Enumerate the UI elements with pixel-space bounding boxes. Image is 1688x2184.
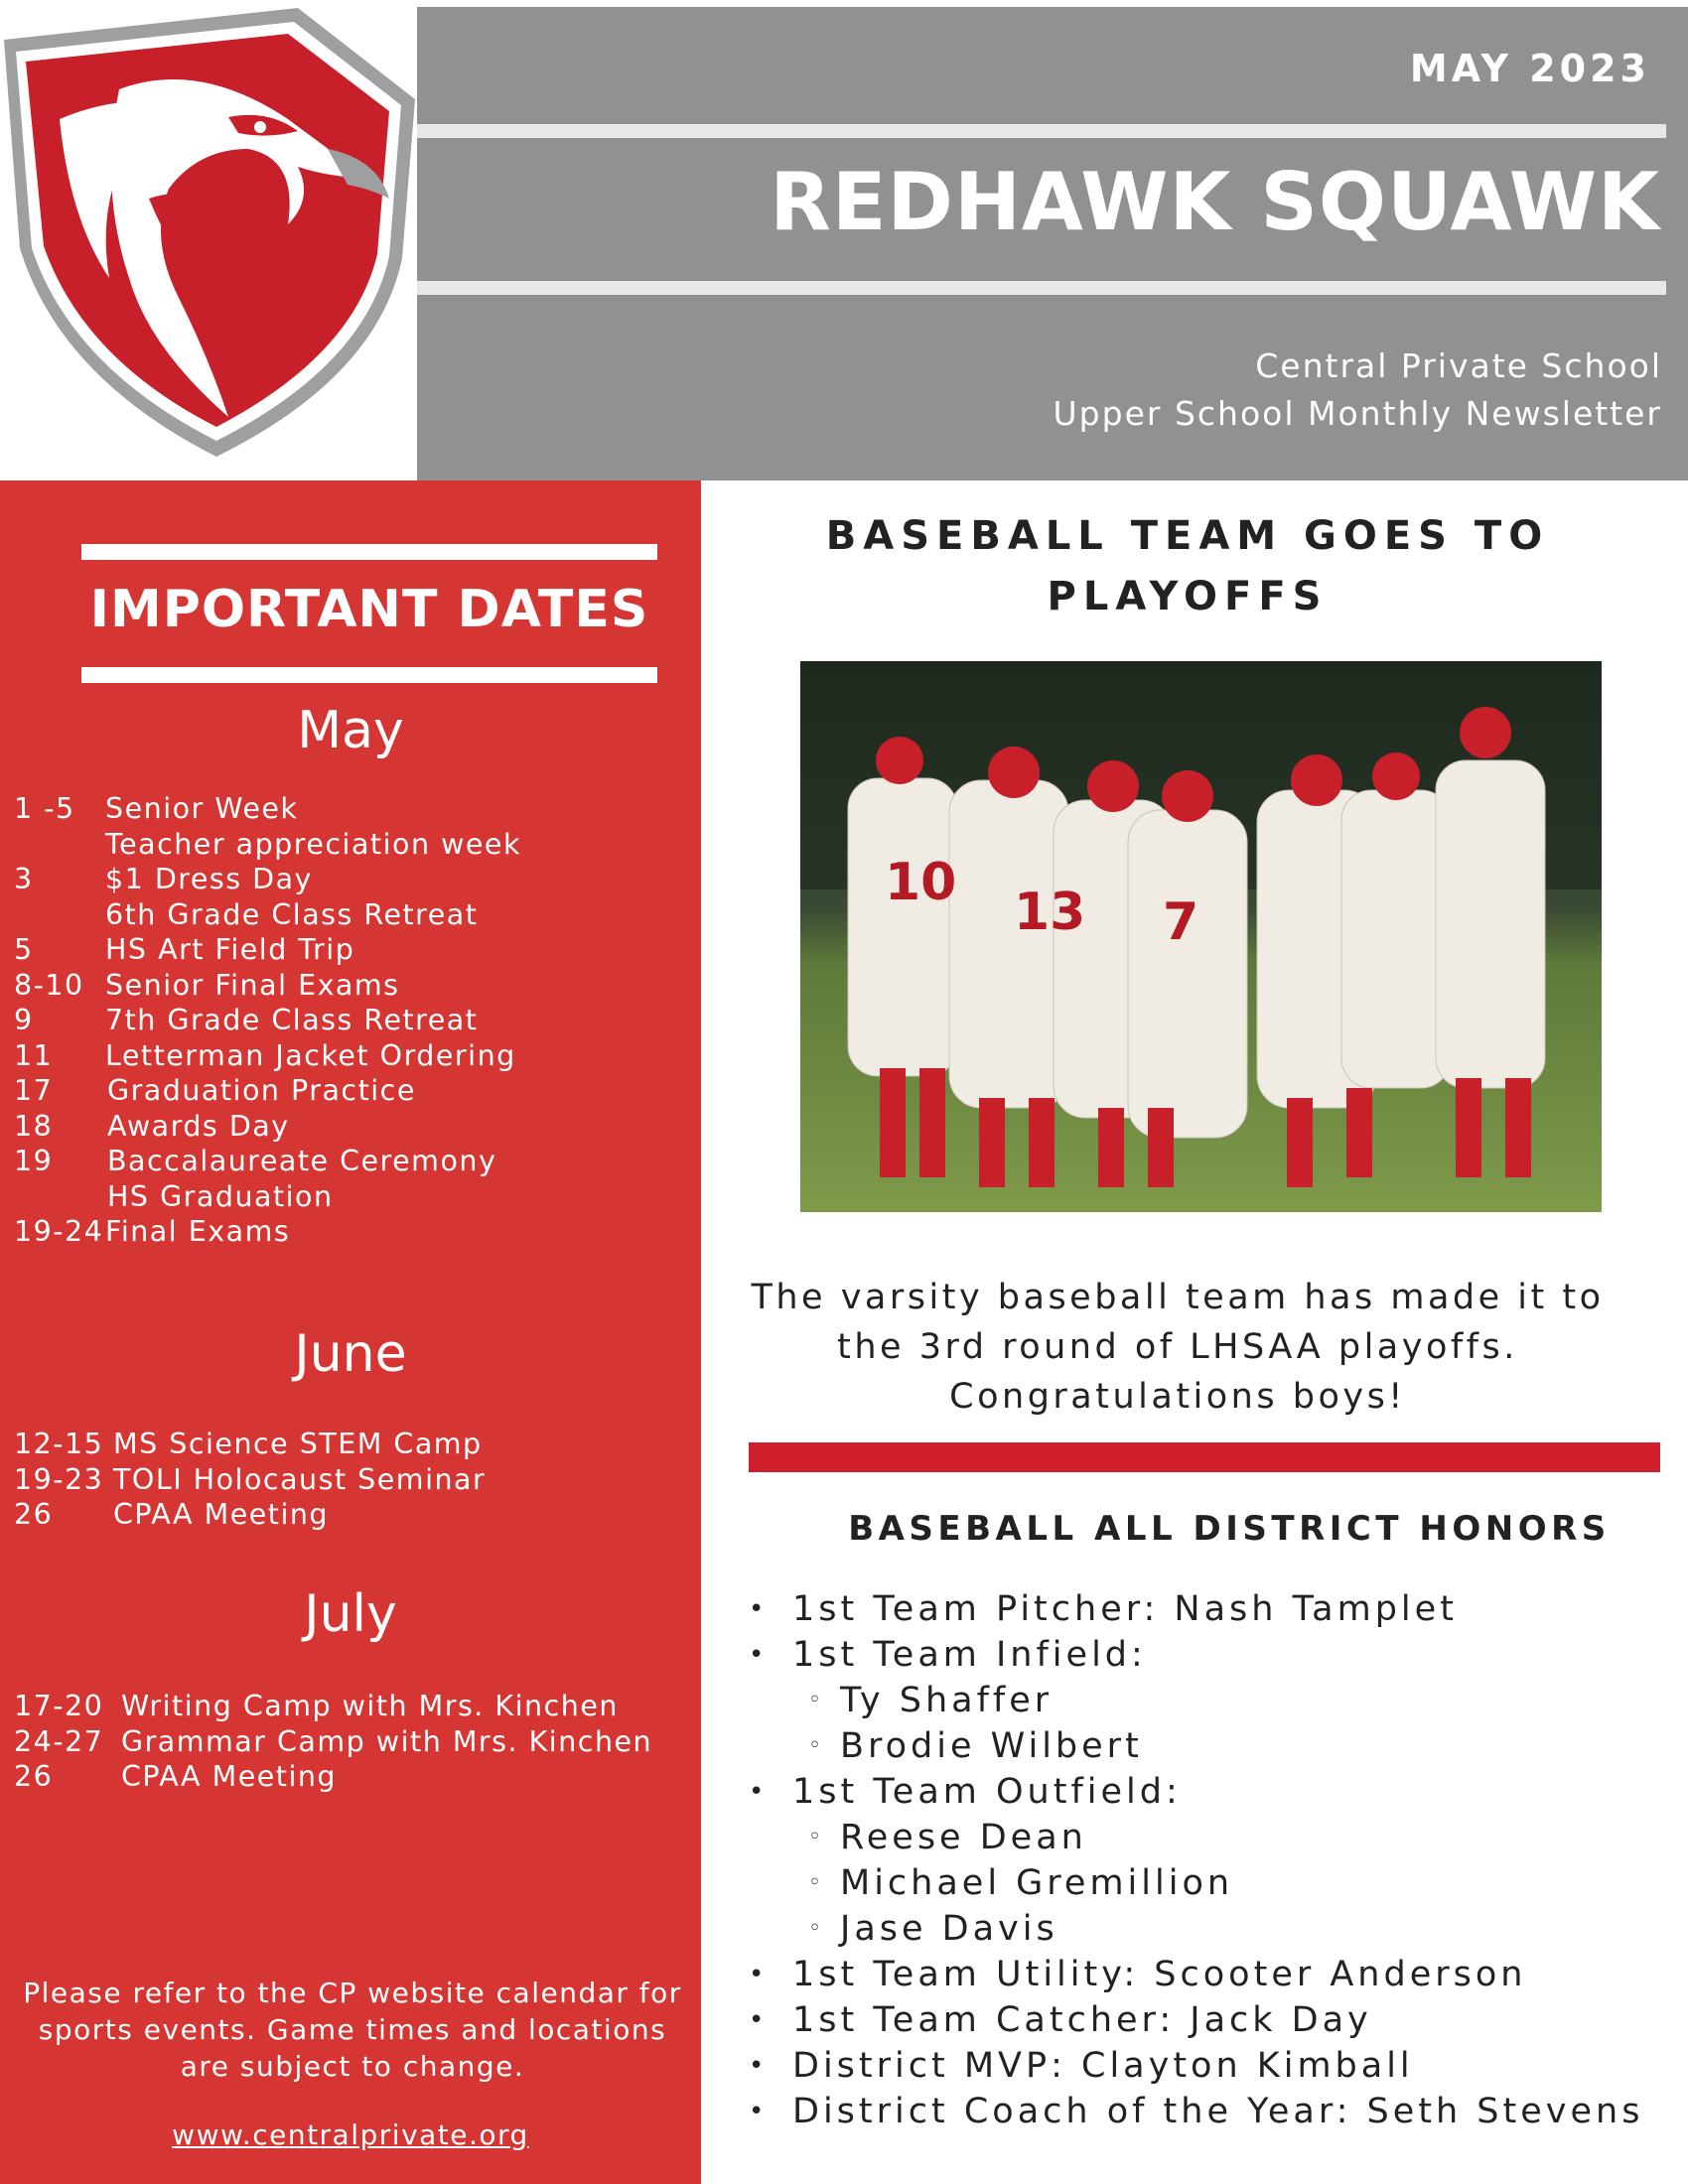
date-entry xyxy=(14,863,313,895)
important-dates-heading: IMPORTANT DATES xyxy=(89,580,649,639)
honor-text: Reese Dean xyxy=(840,1818,1087,1857)
baseball-team-photo xyxy=(800,661,1602,1212)
honor-item xyxy=(749,2043,1643,2089)
entry-event: Senior Week xyxy=(105,792,299,825)
main-article xyxy=(701,480,1688,2184)
date-entry xyxy=(14,1038,516,1072)
entry-date: 8-10 xyxy=(14,968,84,1002)
honor-text: 1st Team Pitcher: Nash Tamplet xyxy=(792,1589,1458,1629)
entry-date: 19-23 xyxy=(14,1462,104,1496)
redhawk-logo xyxy=(0,0,417,480)
team-huddle-image xyxy=(800,661,1602,1212)
honor-text: District Coach of the Year: Seth Stevens xyxy=(792,2092,1644,2131)
entry-event: Grammar Camp with Mrs. Kinchen xyxy=(121,1724,653,1758)
entry-date: 24-27 xyxy=(14,1724,104,1758)
honor-subitem xyxy=(749,1815,1643,1860)
entry-event: HS Graduation xyxy=(107,1179,334,1213)
entry-event: Letterman Jacket Ordering xyxy=(105,1038,516,1072)
jersey-number-10: 10 xyxy=(885,853,957,912)
month-heading-1: June xyxy=(294,1324,407,1384)
entry-event: Writing Camp with Mrs. Kinchen xyxy=(121,1690,619,1722)
hollow-bullet-icon: ◦ xyxy=(808,1870,825,1895)
bullet-icon: • xyxy=(749,2097,769,2126)
entry-event: Teacher appreciation week xyxy=(105,827,521,861)
entry-event: MS Science STEM Camp xyxy=(113,1428,483,1460)
bullet-icon: • xyxy=(749,1640,769,1670)
banner-divider-top xyxy=(417,124,1666,138)
honor-subitem xyxy=(749,1678,1643,1723)
website-link[interactable]: www.centralprivate.org xyxy=(172,2118,529,2151)
newsletter-banner xyxy=(417,7,1688,480)
honor-subitem xyxy=(749,1860,1643,1906)
entry-date: 19-24 xyxy=(14,1215,104,1248)
entry-date: 1 -5 xyxy=(14,792,75,825)
date-entry xyxy=(14,792,299,825)
date-entry xyxy=(14,1760,338,1793)
honor-text: Brodie Wilbert xyxy=(840,1726,1143,1766)
honor-item xyxy=(749,1952,1643,1997)
entry-date: 11 xyxy=(14,1038,54,1072)
hollow-bullet-icon: ◦ xyxy=(808,1916,825,1941)
bullet-icon: • xyxy=(749,2051,769,2081)
honor-text: 1st Team Catcher: Jack Day xyxy=(792,2000,1372,2040)
date-entry xyxy=(14,968,400,1002)
date-entry xyxy=(14,1004,479,1036)
bullet-icon: • xyxy=(749,1594,769,1624)
date-entry xyxy=(14,1724,653,1758)
jersey-number-7: 7 xyxy=(1163,892,1199,952)
entry-date: 19 xyxy=(14,1145,54,1177)
entry-date: 9 xyxy=(14,1004,34,1036)
heading-bar-top xyxy=(81,544,657,560)
entry-event: Awards Day xyxy=(107,1109,290,1143)
honor-item xyxy=(749,1997,1643,2043)
entry-date: 18 xyxy=(14,1109,54,1143)
honor-subitem xyxy=(749,1723,1643,1769)
honor-item xyxy=(749,1632,1643,1678)
month-heading-2: July xyxy=(304,1584,397,1644)
honor-text: Jase Davis xyxy=(840,1909,1058,1949)
date-entry xyxy=(14,1428,483,1460)
honors-heading: BASEBALL ALL DISTRICT HONORS xyxy=(848,1509,1611,1549)
honor-text: Michael Gremillion xyxy=(840,1863,1234,1903)
entry-event: 6th Grade Class Retreat xyxy=(105,897,479,931)
entry-date: 17-20 xyxy=(14,1690,104,1722)
entry-event: Baccalaureate Ceremony xyxy=(107,1145,497,1177)
school-name: Central Private School xyxy=(1255,346,1662,385)
honor-item xyxy=(749,1769,1643,1815)
section-divider xyxy=(749,1442,1660,1472)
entry-event: Senior Final Exams xyxy=(105,968,400,1002)
honor-item xyxy=(749,1586,1643,1632)
date-entry xyxy=(14,1109,290,1143)
date-entry xyxy=(14,1215,291,1248)
hollow-bullet-icon: ◦ xyxy=(808,1825,825,1849)
date-entry xyxy=(14,1462,487,1496)
banner-divider-bottom xyxy=(417,281,1666,295)
redhawk-shield-icon xyxy=(0,0,417,480)
hollow-bullet-icon: ◦ xyxy=(808,1688,825,1712)
entry-event: CPAA Meeting xyxy=(121,1760,338,1793)
important-dates-sidebar xyxy=(0,480,701,2184)
entry-date: 12-15 xyxy=(14,1428,104,1460)
honor-text: 1st Team Outfield: xyxy=(792,1772,1182,1812)
entry-event: TOLI Holocaust Seminar xyxy=(113,1462,487,1496)
honor-item xyxy=(749,2089,1643,2134)
entry-date: 17 xyxy=(14,1074,54,1107)
honor-text: District MVP: Clayton Kimball xyxy=(792,2046,1414,2086)
photo-caption: The varsity baseball team has made it to the 3rd round of LHSAA playoffs. Congratulations boys! xyxy=(751,1278,1605,1417)
entry-event: Final Exams xyxy=(105,1215,291,1248)
honor-subitem xyxy=(749,1906,1643,1952)
date-entry xyxy=(14,933,355,966)
entry-date: 26 xyxy=(14,1760,54,1793)
honor-text: Ty Shaffer xyxy=(840,1681,1054,1720)
date-entry xyxy=(14,1145,497,1177)
entry-event: Graduation Practice xyxy=(107,1074,416,1107)
calendar-note: Please refer to the CP website calendar for sports events. Game times and locations are subject to change. xyxy=(23,1977,682,2083)
entry-date: 3 xyxy=(14,863,34,895)
month-heading-0: May xyxy=(297,701,404,760)
honor-text: 1st Team Infield: xyxy=(792,1635,1147,1675)
entry-event: CPAA Meeting xyxy=(113,1498,330,1531)
honor-text: 1st Team Utility: Scooter Anderson xyxy=(792,1955,1527,1994)
heading-bar-bottom xyxy=(81,667,657,683)
bullet-icon: • xyxy=(749,2005,769,2035)
entry-event: HS Art Field Trip xyxy=(105,933,355,966)
date-entry xyxy=(14,1074,416,1107)
entry-event: 7th Grade Class Retreat xyxy=(105,1004,479,1036)
entry-event: $1 Dress Day xyxy=(105,863,313,895)
date-entry xyxy=(14,1690,619,1722)
issue-date: MAY 2023 xyxy=(1409,47,1650,90)
entry-date: 5 xyxy=(14,933,34,966)
bullet-icon: • xyxy=(749,1777,769,1807)
newsletter-title: REDHAWK SQUAWK xyxy=(770,156,1660,248)
date-entry xyxy=(14,1498,330,1531)
bullet-icon: • xyxy=(749,1960,769,1989)
hollow-bullet-icon: ◦ xyxy=(808,1733,825,1758)
article-headline: BASEBALL TEAM GOES TO PLAYOFFS xyxy=(825,513,1550,619)
newsletter-subtitle: Upper School Monthly Newsletter xyxy=(1053,394,1662,433)
entry-date: 26 xyxy=(14,1498,54,1531)
honors-list xyxy=(749,1586,1643,2134)
jersey-number-13: 13 xyxy=(1014,883,1086,942)
